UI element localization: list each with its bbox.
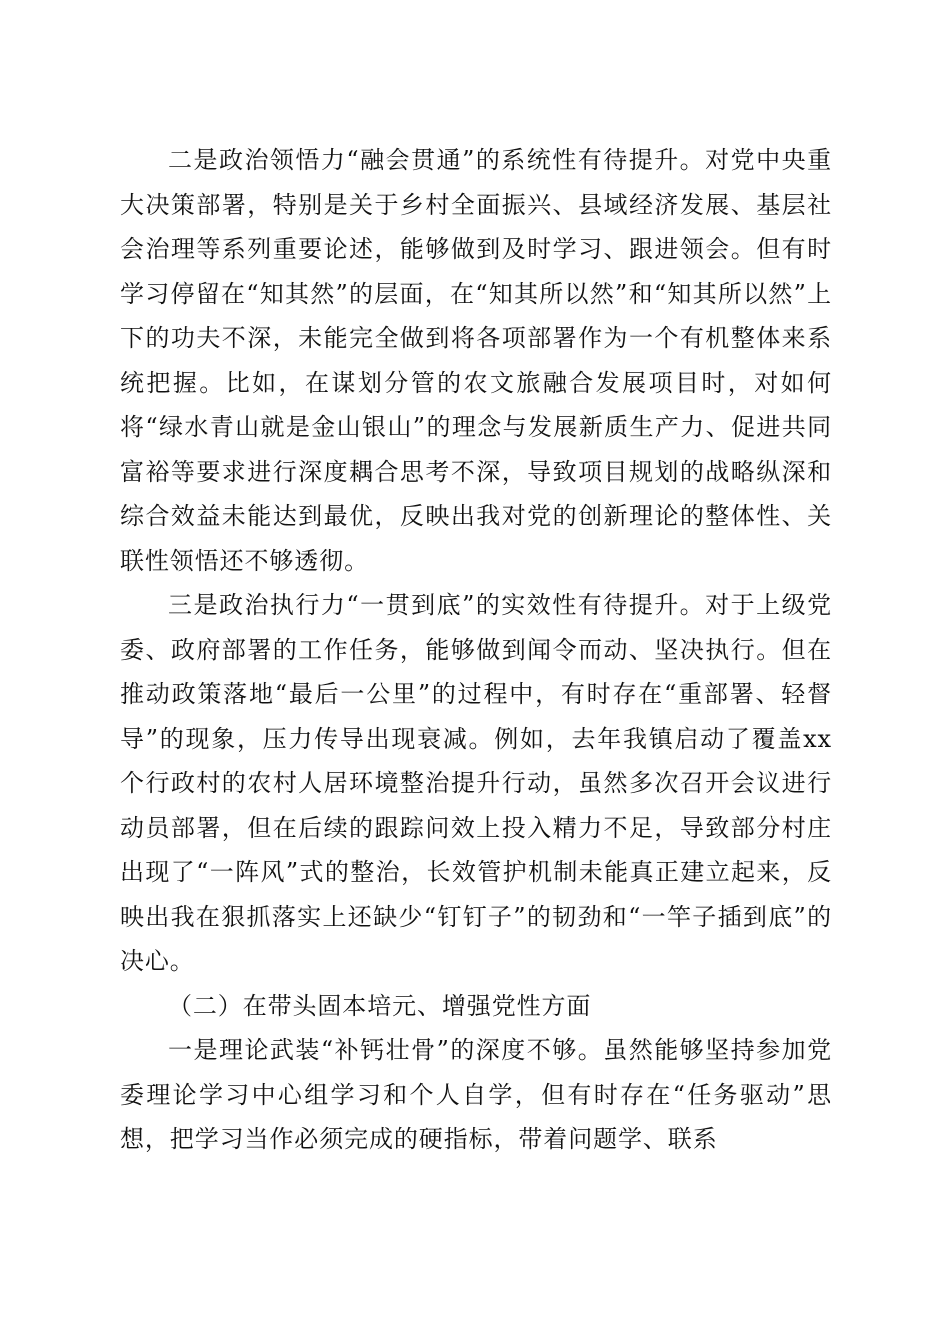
paragraph-political-understanding [120, 138, 832, 583]
paragraph-lead: 一是理论武装“补钙壮骨”的深度不够。 [168, 1036, 604, 1064]
paragraph-lead: 二是政治领悟力“融会贯通”的系统性有待提升。 [168, 146, 706, 174]
paragraph-political-execution [120, 583, 832, 984]
section-heading: （二）在带头固本培元、增强党性方面 [168, 991, 592, 1020]
paragraph-body: 对党中央重大决策部署，特别是关于乡村全面振兴、县域经济发展、基层社会治理等系列重要论述，能够做到及时学习、跟进领会。但有时学习停留在“知其然”的层面，在“知其所以然”和“知其所以然”上下的功夫不深，未能完全做到将各项部署作为一个有机整体来系统把握。比如，在谋划分管的农文旅融合发展项目时，对如何将“绿水青山就是金山银山”的理念与发展新质生产力、促进共同富裕等要求进行深度耦合思考不深，导致项目规划的战略纵深和综合效益未能达到最优，反映出我对党的创新理论的整体性、关联性领悟还不够透彻。 [120, 146, 833, 575]
paragraph-body: 对于上级党委、政府部署的工作任务，能够做到闻令而动、坚决执行。但在推动政策落地“最后一公里”的过程中，有时存在“重部署、轻督导”的现象，压力传导出现衰减。例如，去年我镇启动了覆盖xx个行政村的农村人居环境整治提升行动，虽然多次召开会议进行动员部署，但在后续的跟踪问效上投入精力不足，导致部分村庄出现了“一阵风”式的整治，长效管护机制未能真正建立起来，反映出我在狠抓落实上还缺少“钉钉子”的韧劲和“一竿子插到底”的决心。 [120, 591, 833, 975]
paragraph-lead: 三是政治执行力“一贯到底”的实效性有待提升。 [168, 591, 706, 619]
document-body [120, 138, 832, 1162]
paragraph-theory-armament [120, 1028, 832, 1162]
paragraph-body: 虽然能够坚持参加党委理论学习中心组学习和个人自学，但有时存在“任务驱动”思想，把学习当作必须完成的硬指标，带着问题学、联系 [120, 1036, 832, 1153]
